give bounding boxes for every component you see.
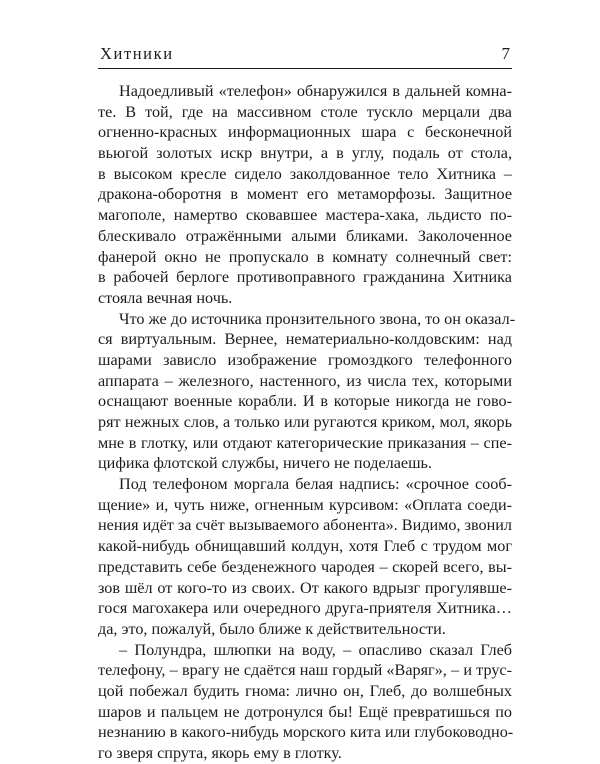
text-line: незнанию в какого-нибудь морского кита или глубоководно- — [98, 723, 514, 742]
text-line: рят нежных слов, а только или ругаются криком, мол, якорь — [98, 413, 512, 431]
text-line: огненно-красных информационных шара с бесконечной — [98, 123, 512, 142]
paragraph — [98, 474, 512, 640]
text-line: в высоком кресле сидело заколдованное тело Хитника – — [98, 164, 512, 183]
text-line: магополе, намертво сковавшее мастера-хака, льдисто по- — [98, 206, 512, 225]
text-line: Что же до источника пронзительного звона, то он оказал- — [119, 309, 516, 328]
text-line: стояла вечная ночь. — [98, 288, 233, 307]
paragraph — [98, 640, 512, 764]
paragraph — [98, 309, 516, 475]
text-line: нения идёт за счёт вызываемого абонента». Видимо, звонил — [98, 516, 512, 535]
text-line: – Полундра, шлюпки на воду, – опасливо сказал Глеб — [119, 640, 512, 659]
text-line: да, это, пожалуй, было ближе к действительности. — [98, 619, 446, 638]
text-line: оснащают военные корабли. И в которые никогда не гово- — [98, 392, 512, 411]
running-title: Хитники — [100, 44, 174, 63]
text-line: Надоедливый «телефон» обнаружился в дальней комна- — [119, 82, 512, 100]
text-line: в рабочей берлоге противоправного гражданина Хитника — [98, 268, 512, 287]
text-line: те. В той, где на массивном столе тускло мерцали два — [98, 102, 512, 121]
text-line: дракона-оборотня в момент его метаморфозы. Защитное — [98, 185, 512, 204]
text-line: представить себе безденежного чародея – скорей всего, вы- — [98, 557, 512, 576]
page-number: 7 — [501, 44, 510, 63]
text-line: го зверя спрута, якорь ему в глотку. — [98, 744, 342, 762]
text-line: аппарата – железного, настенного, из числа тех, которыми — [98, 371, 512, 390]
text-line: фанерой окно не пропускало в комнату солнечный свет: — [98, 247, 512, 266]
text-line: ся виртуальным. Вернее, нематериально-колдовским: над — [98, 330, 512, 349]
text-line: щение» и, чуть ниже, огненным курсивом: «Оплата соеди- — [98, 495, 512, 514]
text-line: Под телефоном моргала белая надпись: «срочное сооб- — [119, 475, 512, 494]
text-line: шарами зависло изображение громоздкого телефонного — [98, 350, 512, 369]
text-line: зов шёл от кого-то из своих. От какого вдрызг прогулявше- — [98, 578, 512, 597]
text-line: гося магохакера или очередного друга-приятеля Хитника… — [98, 599, 512, 618]
running-header — [98, 44, 512, 69]
paragraph — [98, 81, 512, 309]
text-line: вьюгой золотых искр внутри, а в углу, подаль от стола, — [98, 144, 512, 163]
text-line: цифика флотской службы, ничего не поделаешь. — [98, 454, 432, 473]
text-line: мне в глотку, или отдают категорические приказания – спе- — [98, 433, 512, 452]
body-text — [98, 81, 516, 764]
text-line: какой-нибудь обнищавший колдун, хотя Глеб с трудом мог — [98, 537, 512, 556]
text-line: телефону, – врагу не сдаётся наш гордый «Варяг», – и трус- — [98, 661, 512, 680]
text-line: блескивало отражёнными алыми бликами. Заколоченное — [98, 226, 512, 245]
text-line: шаров и пальцем не дотронулся бы! Ещё превратишься по — [98, 702, 512, 721]
text-line: цой побежал будить гнома: лично он, Глеб, до волшебных — [98, 681, 512, 700]
